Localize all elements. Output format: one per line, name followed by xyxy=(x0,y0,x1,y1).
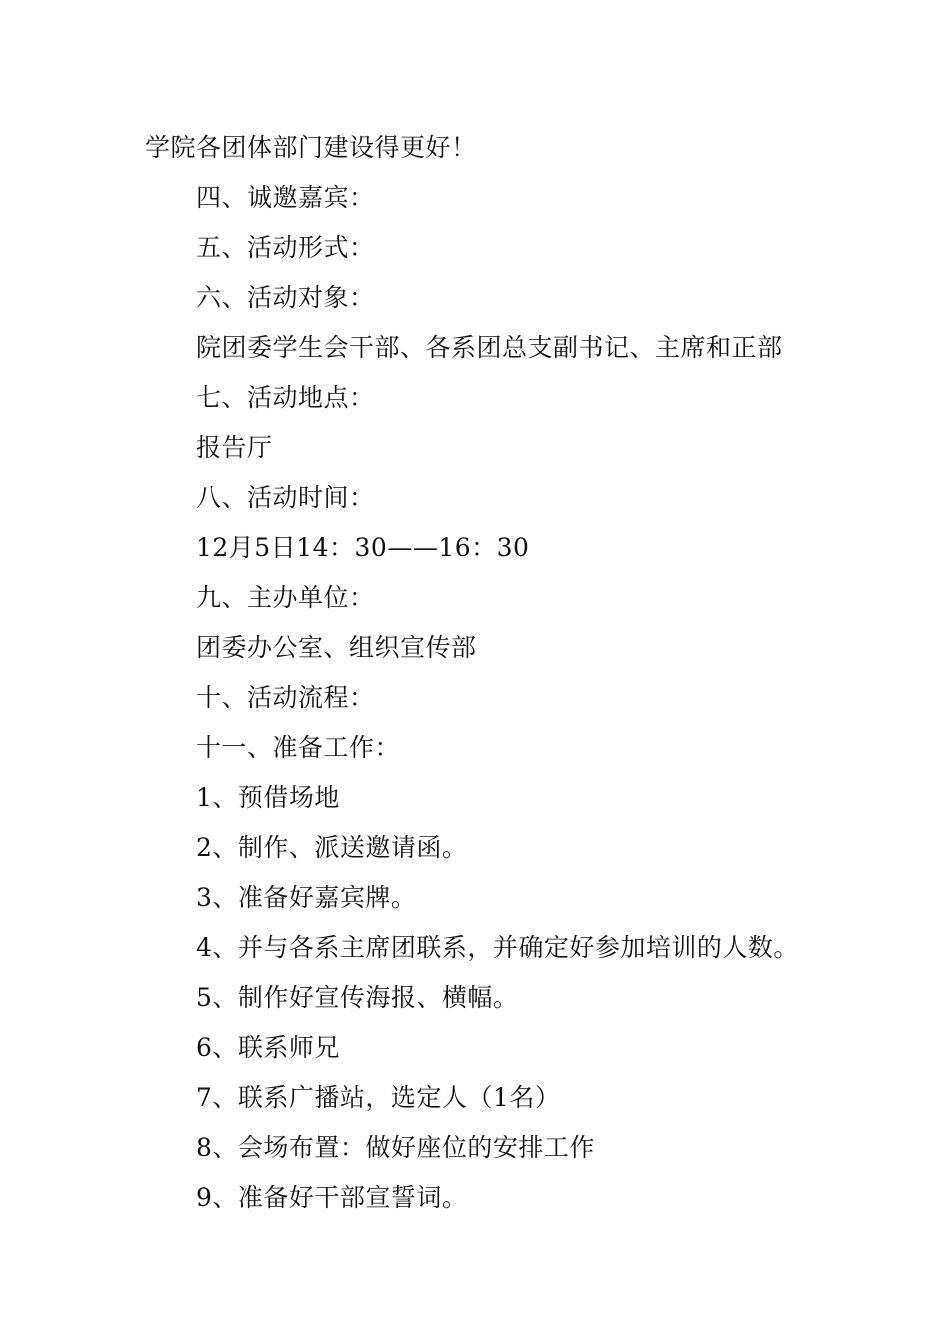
list-item: 4、并与各系主席团联系，并确定好参加培训的人数。 xyxy=(196,933,799,962)
list-item: 3、准备好嘉宾牌。 xyxy=(196,883,417,912)
heading-preparation: 十一、准备工作： xyxy=(196,733,401,762)
paragraph-continuation: 学院各团体部门建设得更好！ xyxy=(145,133,477,162)
list-item: 7、联系广播站，选定人（1名） xyxy=(196,1083,561,1112)
heading-procedure: 十、活动流程： xyxy=(196,683,375,712)
organizer-text: 团委办公室、组织宣传部 xyxy=(196,633,477,662)
venue-text: 报告厅 xyxy=(196,433,273,462)
heading-activity-format: 五、活动形式： xyxy=(196,233,375,262)
heading-time: 八、活动时间： xyxy=(196,483,375,512)
list-item: 9、准备好干部宣誓词。 xyxy=(196,1183,468,1212)
time-text: 12月5日14：30——16：30 xyxy=(196,533,530,562)
list-item: 6、联系师兄 xyxy=(196,1033,340,1062)
list-item: 5、制作好宣传海报、横幅。 xyxy=(196,983,519,1012)
list-item: 8、会场布置：做好座位的安排工作 xyxy=(196,1133,595,1162)
heading-venue: 七、活动地点： xyxy=(196,383,375,412)
heading-invited-guests: 四、诚邀嘉宾： xyxy=(196,183,375,212)
target-audience-text: 院团委学生会干部、各系团总支副书记、主席和正部 xyxy=(196,333,783,362)
heading-organizer: 九、主办单位： xyxy=(196,583,375,612)
list-item: 1、预借场地 xyxy=(196,783,340,812)
heading-target-audience: 六、活动对象： xyxy=(196,283,375,312)
list-item: 2、制作、派送邀请函。 xyxy=(196,833,468,862)
